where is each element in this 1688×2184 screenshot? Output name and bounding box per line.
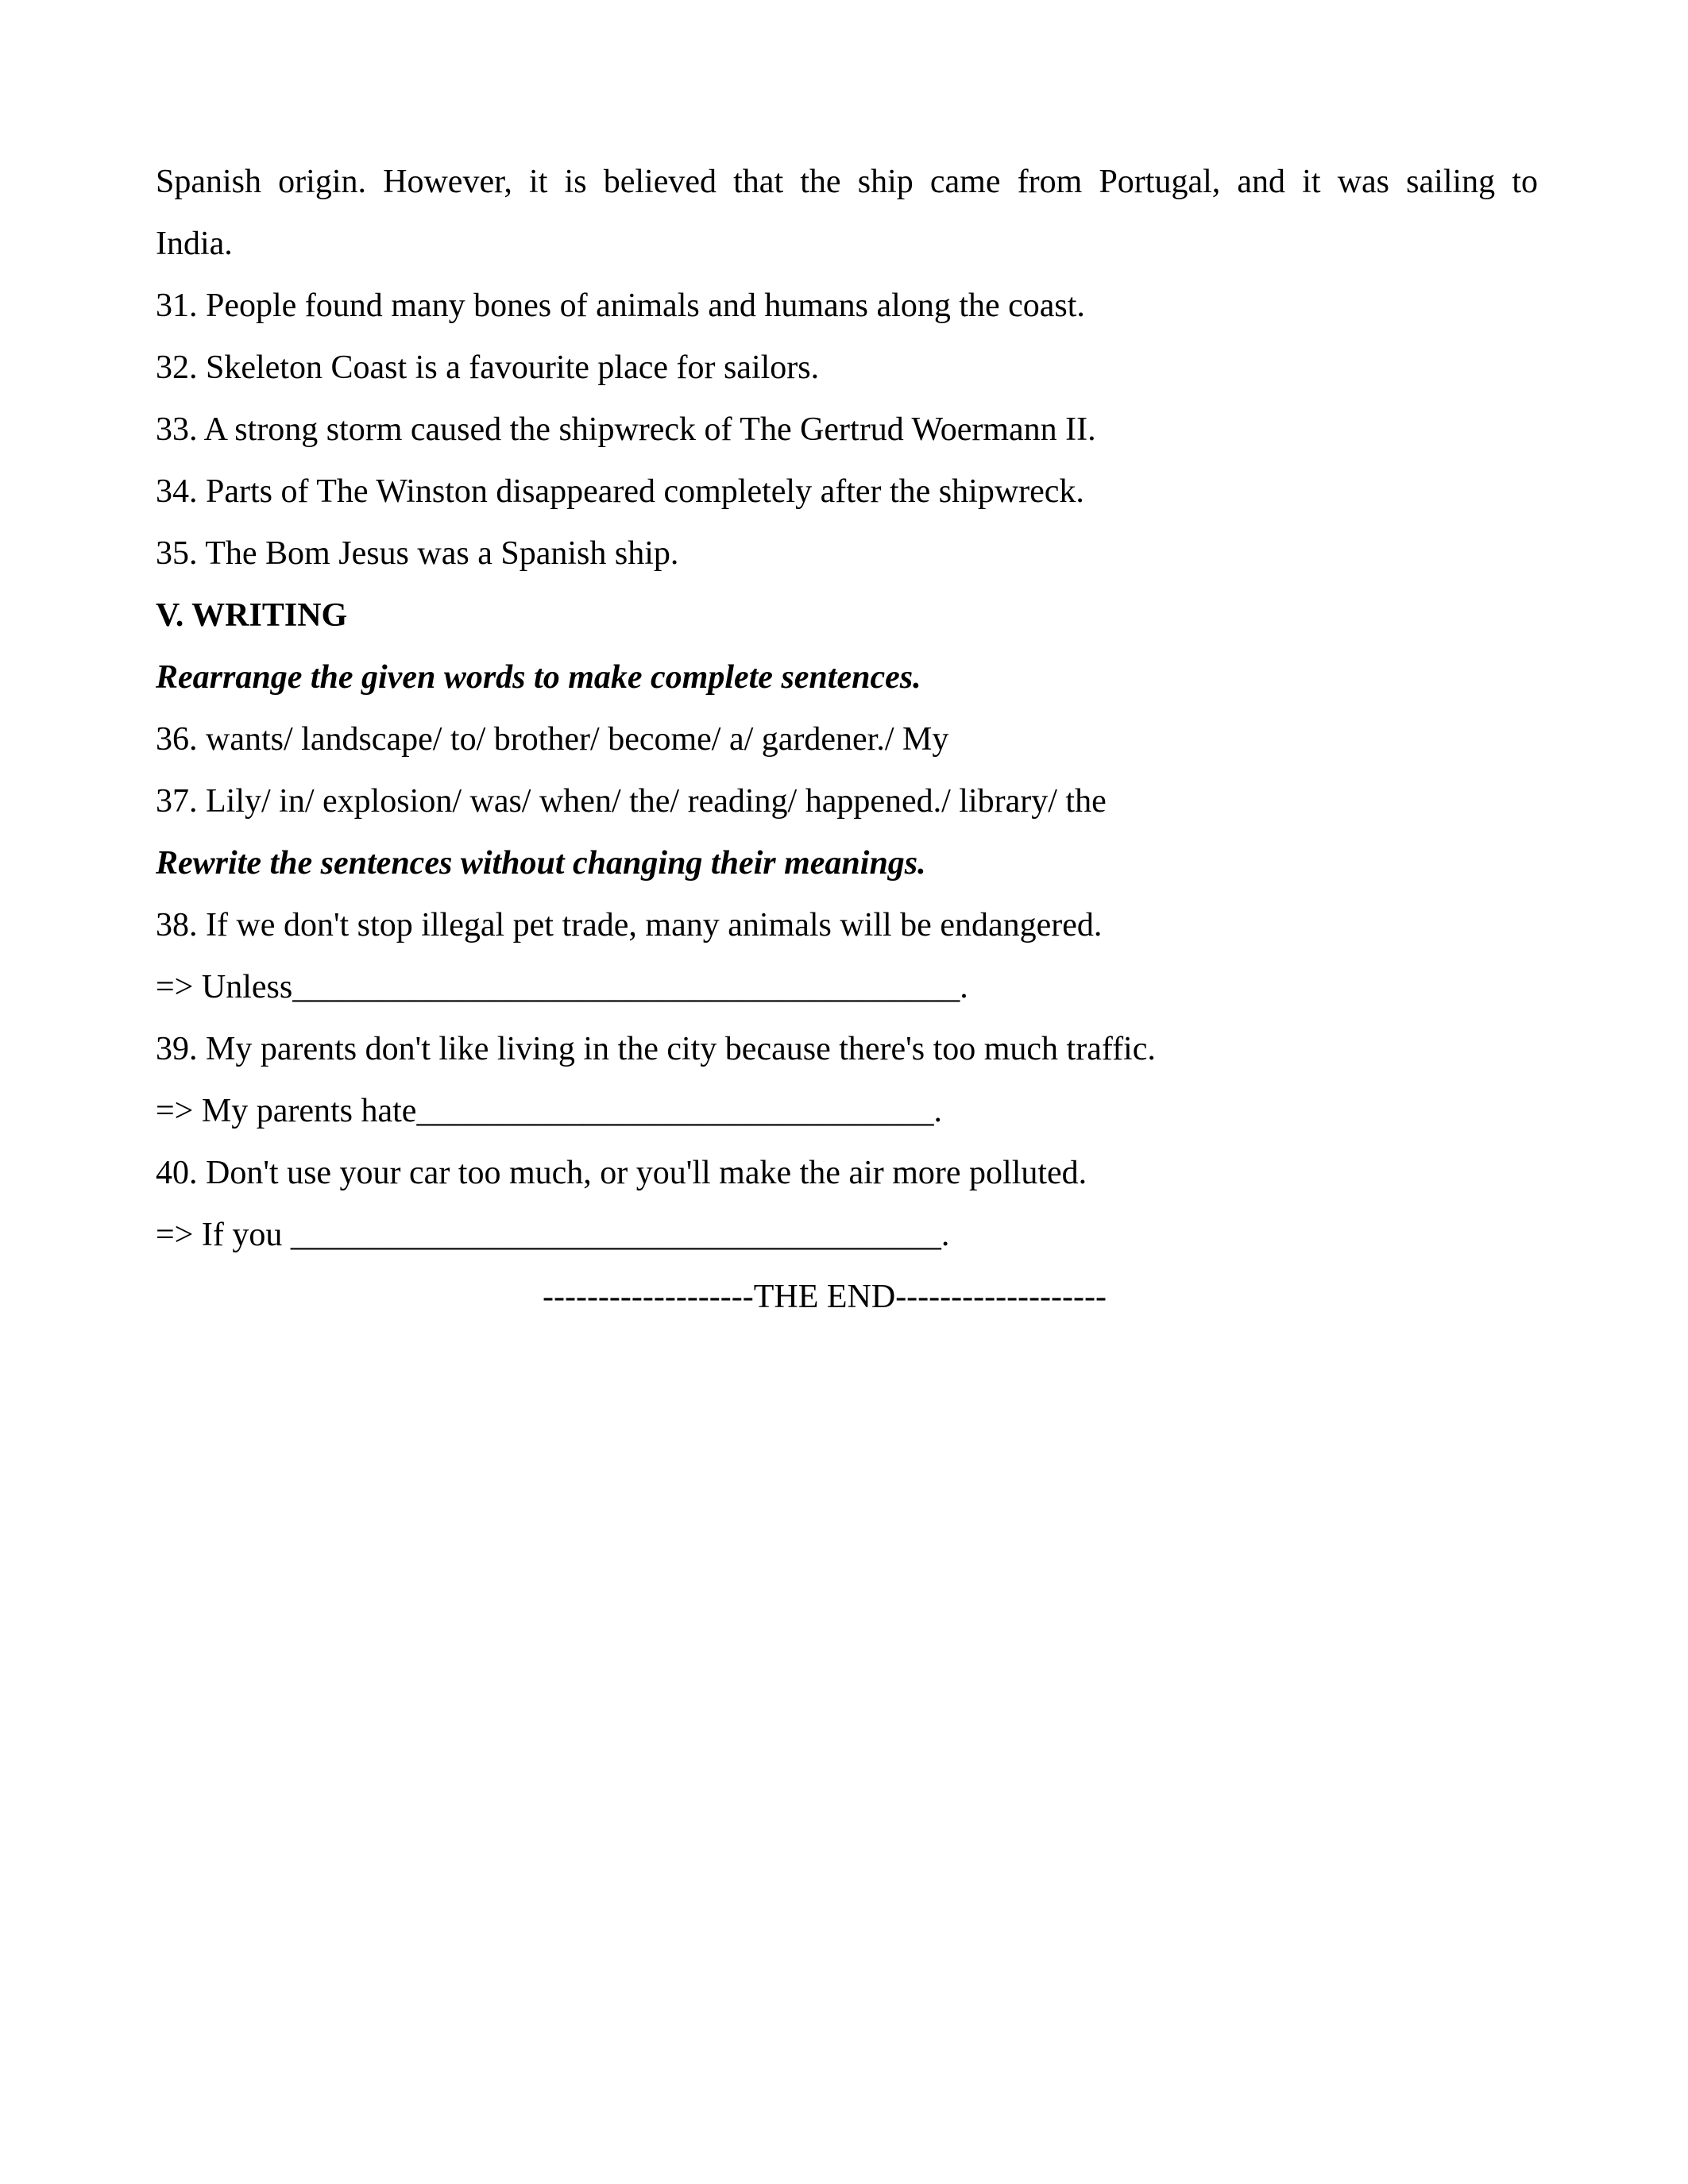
document-content (156, 151, 1538, 1328)
statement-31: 31. People found many bones of animals and humans along the coast. (156, 287, 1085, 324)
rewrite-question-39: 39. My parents don't like living in the city because there's too much traffic. (156, 1031, 1156, 1067)
writing-heading: V. WRITING (156, 597, 348, 634)
statement-33: 33. A strong storm caused the shipwreck of The Gertrud Woermann II. (156, 411, 1096, 448)
statement-35: 35. The Bom Jesus was a Spanish ship. (156, 535, 679, 572)
statement-32: 32. Skeleton Coast is a favourite place for sailors. (156, 349, 820, 386)
rewrite-answer-40: => If you _______________________________________. (156, 1217, 950, 1253)
rewrite-question-40: 40. Don't use your car too much, or you'll make the air more polluted. (156, 1155, 1087, 1191)
statement-34: 34. Parts of The Winston disappeared completely after the shipwreck. (156, 473, 1084, 510)
reading-continuation-line-2: India. (156, 226, 233, 262)
rearrange-item-36: 36. wants/ landscape/ to/ brother/ become/ a/ gardener./ My (156, 721, 949, 758)
rewrite-answer-39: => My parents hate_______________________________. (156, 1093, 942, 1129)
reading-continuation-line-1: Spanish origin. However, it is believed that the ship came from Portugal, and it was sailing to (156, 164, 1538, 200)
rewrite-question-38: 38. If we don't stop illegal pet trade, many animals will be endangered. (156, 907, 1103, 943)
rewrite-answer-38: => Unless________________________________________. (156, 969, 968, 1005)
rearrange-item-37: 37. Lily/ in/ explosion/ was/ when/ the/ reading/ happened./ library/ the (156, 783, 1107, 820)
the-end-marker: -------------------THE END------------------- (543, 1279, 1107, 1315)
rewrite-instruction: Rewrite the sentences without changing their meanings. (156, 845, 926, 882)
rearrange-instruction: Rearrange the given words to make complete sentences. (156, 659, 921, 696)
